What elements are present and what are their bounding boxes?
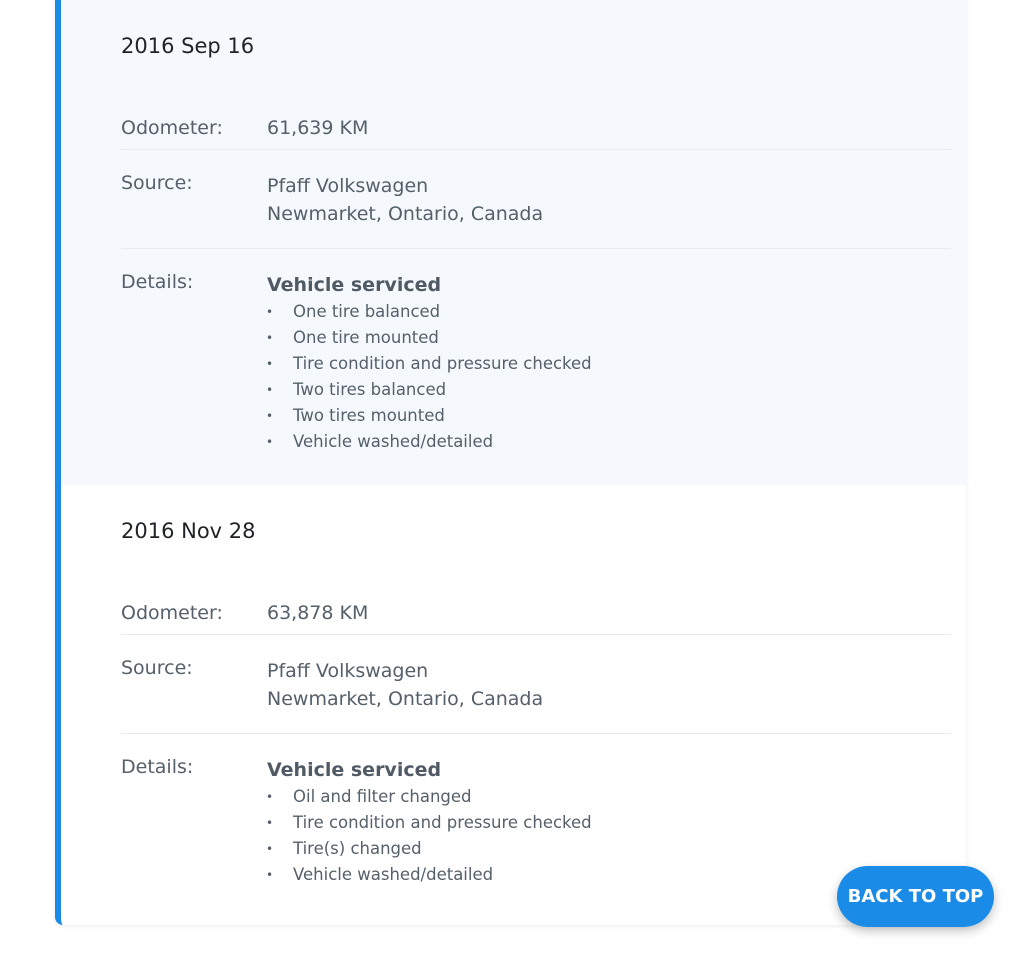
details-title: Vehicle serviced	[267, 274, 442, 296]
odometer-row	[121, 599, 951, 635]
details-list	[267, 784, 592, 888]
service-record	[61, 485, 966, 925]
detail-item: • Oil and filter changed	[267, 784, 592, 810]
detail-item: • Vehicle washed/detailed	[267, 862, 592, 888]
source-row	[121, 150, 951, 249]
source-name: Pfaff Volkswagen	[267, 175, 429, 197]
detail-item: • Vehicle washed/detailed	[267, 429, 592, 455]
odometer-label: Odometer:	[121, 117, 223, 139]
details-label: Details:	[121, 756, 194, 778]
source-label: Source:	[121, 657, 193, 679]
details-title: Vehicle serviced	[267, 759, 442, 781]
record-date: 2016 Sep 16	[121, 34, 255, 58]
source-row	[121, 635, 951, 734]
detail-item: • Tire condition and pressure checked	[267, 810, 592, 836]
detail-item: • Tire condition and pressure checked	[267, 351, 592, 377]
detail-item: • One tire mounted	[267, 325, 592, 351]
detail-item: • Two tires mounted	[267, 403, 592, 429]
details-list	[267, 299, 592, 455]
record-date: 2016 Nov 28	[121, 519, 256, 543]
detail-item: • Two tires balanced	[267, 377, 592, 403]
source-label: Source:	[121, 172, 193, 194]
details-row	[121, 734, 951, 888]
odometer-value: 63,878 KM	[267, 602, 369, 624]
source-location: Newmarket, Ontario, Canada	[267, 203, 544, 225]
service-record	[61, 0, 966, 485]
details-row	[121, 249, 951, 455]
source-name: Pfaff Volkswagen	[267, 660, 429, 682]
back-to-top-button[interactable]: BACK TO TOP	[837, 866, 994, 927]
service-history-card	[55, 0, 966, 925]
source-location: Newmarket, Ontario, Canada	[267, 688, 544, 710]
details-label: Details:	[121, 271, 194, 293]
detail-item: • One tire balanced	[267, 299, 592, 325]
odometer-label: Odometer:	[121, 602, 223, 624]
detail-item: • Tire(s) changed	[267, 836, 592, 862]
odometer-value: 61,639 KM	[267, 117, 369, 139]
odometer-row	[121, 114, 951, 150]
